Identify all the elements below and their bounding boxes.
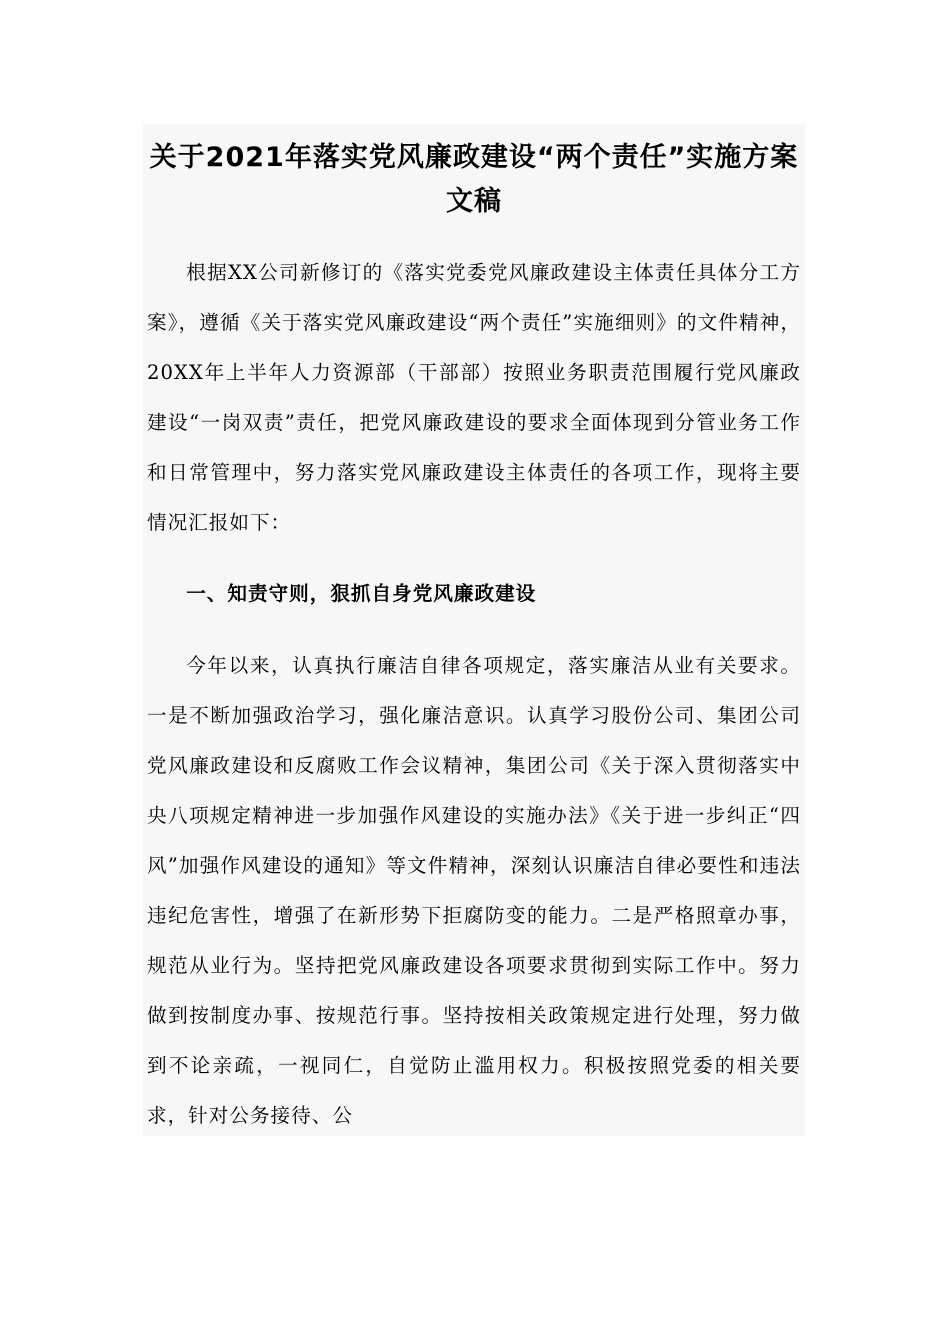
section-paragraph: 今年以来，认真执行廉洁自律各项规定，落实廉洁从业有关要求。一是不断加强政治学习，强化廉洁意识。认真学习股份公司、集团公司党风廉政建设和反腐败工作会议精神，集团公司《关于深入贯彻落实中央八项规定精神进一步加强作风建设的实施办法》《关于进一步纠正“四风”加强作风建设的通知》等文件精神，深刻认识廉洁自律必要性和违法违纪危害性，增强了在新形势下拒腐防变的能力。二是严格照章办事，规范从业行为。坚持把党风廉政建设各项要求贯彻到实际工作中。努力做到按制度办事、按规范行事。坚持按相关政策规定进行处理，努力做到不论亲疏，一视同仁，自觉防止滥用权力。积极按照党委的相关要求，针对公务接待、公 (147, 654, 801, 1127)
intro-paragraph: 根据XX公司新修订的《落实党委党风廉政建设主体责任具体分工方案》，遵循《关于落实党风廉政建设“两个责任”实施细则》的文件精神，20XX年上半年人力资源部（干部部）按照业务职责范围履行党风廉政建设“一岗双责”责任，把党风廉政建设的要求全面体现到分管业务工作和日常管理中，努力落实党风廉政建设主体责任的各项工作，现将主要情况汇报如下： (147, 261, 801, 534)
document-title: 关于2021年落实党风廉政建设“两个责任”实施方案文稿 (149, 142, 799, 217)
document-body (143, 124, 805, 1136)
section-heading: 一、知责守则，狠抓自身党风廉政建设 (186, 582, 537, 605)
